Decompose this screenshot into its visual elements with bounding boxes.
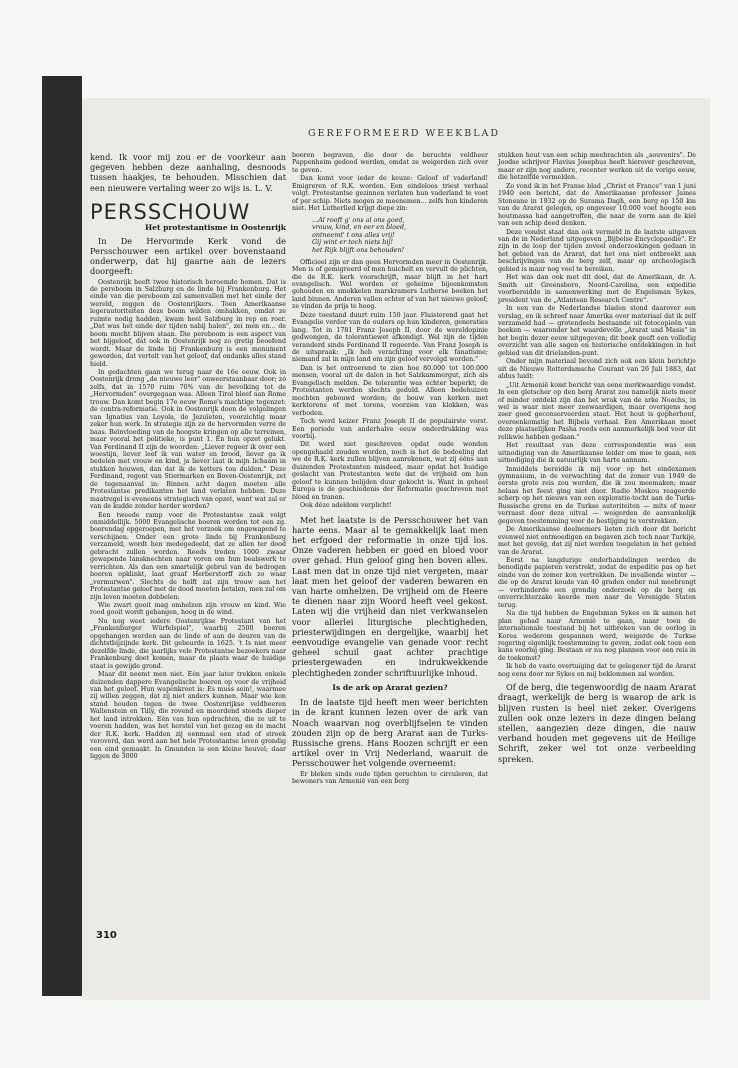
book-binding-edge: [42, 76, 82, 996]
article-subhead: Het protestantisme in Oostenrijk: [144, 223, 286, 233]
intro-paragraph: [90, 152, 286, 193]
luther-hymn-quote: [312, 217, 488, 255]
commentary-text: Met het laatste is de Persschouwer het van harte eens. Maar al te gemakkelijk laat men het erfgoed der reformatie in onze tijd los. Onze vaderen hebben er goed en bloed voor over gehad. Hun geloof ging hen boven alles. Laat men dat in onze tijd niet vergeten, maar laat men het geloof der vaderen bewaren en van harte omhelzen. De vrijheid om de Heere te dienen naar zijn Woord heeft veel gekost. Laten wij die vrijheid dan niet verkwanselen voor allerlei liturgische plechtigheden, priesterwijdingen en dergelijke, waarbij het eenvoudige evangelie van genade voor recht geheel schuil gaat achter prachtige priestergewaden en indrukwekkende plechtigheden zonder schriftuurlijke inhoud.: [292, 514, 488, 678]
body-paragraph: Toch werd keizer Franz Joseph II de populairste vorst. Een periode van anderhalve eeuw onderdrukking was voorbij.: [292, 418, 488, 441]
body-paragraph: Wie zwart gooit mag omhelzen zijn vrouw en kind. Wie rood gooit wordt gehangen, hoog in de wind.: [90, 602, 286, 617]
body-paragraph: Deze toestand duurt ruim 150 jaar. Fluisterend gaat het Evangelie verder van de ouders op hun kinderen, generaties lang. Tot in 1781 Franz Joseph II, door de wereldopinie gedwongen, de tolerantiewet afkondigt. Wel zijn de tijden veranderd sinds Ferdinand II regeerde. Van Franz Joseph is de uitspraak: „Ik heb verachting voor elk fanatisme; niemand zal in mijn land om zijn geloof vervolgd worden.": [292, 311, 488, 364]
body-paragraph: boeren begraven, die door de beruchte veldheer Pappenheim gedood werden, omdat ze weigerden zich over te geven.: [292, 152, 488, 174]
poem-line: het Rijk blijft ons behouden!: [312, 246, 405, 254]
body-paragraph: In gedachten gaan we terug naar de 16e eeuw. Ook in Oostenrijk drong „de nieuwe leer" onweerstaanbaar door; zó zelfs, dat in 1570 ruim 70% van de bevolking tot de „Hervormden" overgegaan was. Alleen Tirol bleef aan Rome trouw. Dan komt begin 17e eeuw Rome's machtige tegenzet: de contra-reformatie. Ook in Oostenrijk doen de volgelingen van Ignatius van Loyola, de Jezuïeten, voorzichtig maar zeker hun werk. In strategie zijn ze de hervormden verre de baas. Beïnvloeding van de hoogste kringen op alle terreinen, maar vooral het politieke, is punt 1. En hun opzet gelukt. Van Ferdinand II zijn de woorden: „Liever regeer ik over een woestijn, liever leef ik van water en brood, liever ga ik bedelen met vrouw en kind, ja liever laat ik mijn lichaam in stukken houwen, dan dat ik de ketters tou dulden." Deze Ferdinand, regent van Stiermarken en Boven-Oostenrijk, zet de tegenaanval in: Binnen acht dagen moeten alle Protestantse predikanten het land verlaten hebben. Deze maatregel is eveneens strategisch van opzet, want wat zal er van de kudde zonder herder worden?: [90, 368, 286, 511]
section-masthead: PERSSCHOUW: [90, 199, 251, 224]
poem-line: ...Al rooft g' ons al ons goed,: [312, 215, 405, 224]
body-paragraph: Zo vond ik in het Franse blad „Christ et France" van 1 juni 1940 een bericht, dat de Amerikaanse professor James Stoneane in 1932 op de Surama Dagh, een berg op 150 km van de Ararat gelegen, op ongeveer 10.000 voet hoogte een houtmassa had aangetroffen, die naar de vorm aan de kiel van een schip deed denken.: [498, 182, 696, 228]
intro-text: kend. Ik voor mij zou er de voorkeur aan gegeven hebben deze aanhaling, desnoods tussen haakjes, te behouden. Misschien dat een nieuwere vertaling weer zo wijs is. L. V.: [90, 152, 286, 193]
body-paragraph: stukken hout van een schip meebrachten als „souvenirs". De Joodse schrijver Flavius Josephus heeft hierover geschreven, maar er zijn nog andere, recenter werken uit de vorige eeuw, die hetzelfde vermelden.: [498, 152, 696, 182]
body-paragraph: Onder mijn materiaal bevond zich ook een klein berichtje uit de Nieuwe Rotterdamsche Courant van 26 Juli 1883, dat aldus luidt:: [498, 358, 696, 381]
magazine-page: [82, 98, 710, 1000]
body-paragraph: Maar dit neemt men niet. Eén jaar later trekken enkele duizenden dappere Evangelische boeren op voor de vrijheid van het geloof. Hun wapenkreet is: Es muss sein!, waarmee zij willen zeggen, dat zij niet anders kunnen. Maar wie kon stand houden tegen de twee Oostenrijkse veldheeren Wallenstein en Tilly, die rovend en moordend steeds dieper het land introkken. Eén van hun opdrachten, die ze uit te voeren hadden, was het herstel van het gezag en de macht der R.K. kerk. Hadden zij eenmaal een stad of streek veroverd, dan werd aan het hele Protestantse leven grondig een eind gemaakt. In Gmunden is een kleine heuvel; daar liggen de 3000: [90, 671, 286, 761]
lead-text: In De Hervormde Kerk vond de Persschouwer een artikel over bovenstaand onderwerp, dat hij gaarne aan de lezers doorgeeft:: [90, 235, 286, 277]
body-paragraph: Ik heb de vaste overtuiging dat te gelegener tijd de Ararat nog eens door mr Sykes en mij beklommen zal worden.: [498, 663, 696, 678]
body-paragraph: „Uit Armenië komt bericht van eene merkwaardige vondst. In een gletscher op den berg Ararat zou namelijk niets meer of minder ontdekt zijn dan het wrak van de arke Noachs, in wel is waar niet meer zeewaardigen, maar overigens nog zeer goed geconserveerden staat. Het hout is gopherhout, overeenkomstig het Bijbels verhaal. Een Amerikaan moet deze plaatselijken Pasha reeds een aanmerkelijk bod voor dit relikwie hebben gedaan.": [498, 381, 696, 441]
article-lead: [90, 236, 286, 277]
body-paragraph: Het was dan ook met dit doel, dat de Amerikaan, dr. A. Smith uit Greensboro, Noord-Carolina, een expeditie voorbereidde in samenwerking met de Engelsman Sykes, president van de „Atlantean Research Centre".: [498, 274, 696, 304]
poem-line: Gij wint er toch niets bij!: [312, 238, 393, 247]
body-paragraph: Inmiddels bereidde ik mij voor op het eindexamen gymnasium, in de verwachting dat de zomer van 1949 de eerste grote reis zou worden, die ik zou meemaken; maar helaas het feest ging niet door. Radio Moskou reageerde scherp op het nieuws van een exploratie-tocht aan de Turks-Russische grens en de Turkse autoriteiten — mits of meer verraast door deze uitval — weigerden de aanvankelijk gegeven toestemming voor de bestijging te verstrekken.: [498, 465, 696, 525]
column-3: [498, 152, 696, 766]
body-paragraph: Officieel zijn er dan geen Hervormden meer in Oostenrijk. Men is of gemigreerd of men huichelt en vervult de plichten, die de R.K. kerk voorschrijft, maar blijft in het hart evangelisch. Wel worden er geheime bijeenkomsten gehouden en smokkelen marskramers Lutherse boeken het land binnen. Anderen vallen echter af van het nieuwe geloof; ze vinden de prijs te hoog.: [292, 258, 488, 311]
article-subhead: Is de ark op Ararat gezien?: [332, 682, 448, 692]
body-paragraph: Eerst na langdurige onderhandelingen werden de benodigde papieren verstrekt, zodat de expeditie pas op het einde van de zomer kon vertrekken. De invallende winter — die op de Ararat koude van 40 graden onder nul meebrengt — verhinderde een grondig onderzoek op de berg en onverrichterzake keerde men naar de Verenigde Staten terug.: [498, 557, 696, 609]
body-paragraph: De Amerikaanse deelnemers lieten zich door dit bericht evenwel niet ontmoedigen en begaven zich toch naar Turkije, met het gevolg, dat zij niet werden toegelaten in het gebied van de Ararat.: [498, 526, 696, 556]
column-2: [292, 152, 488, 787]
body-paragraph: In een van de Nederlandse bladen stond daarover een verslag, en ik schreef naar Amerika over materiaal dat ik zelf verzameld had — grotendeels bestaande uit fotocopieën van boeken — waaronder het waardevolle „Ararat und Masis" in het begin dezer eeuw uitgegeven; dit boek geeft een volledig overzicht van alle sagen en historische ontdekkingen in het gebied van dit drielanden-punt.: [498, 305, 696, 357]
body-paragraph: Er bleken sinds oude tijden geruchten te circuleren, dat bewoners van Armenië van een berg: [292, 770, 488, 786]
body-paragraph: Dan komt voor ieder de keuze: Geloof of vaderland! Emigreren of R.K. worden. Een eindeloos triest verhaal volgt. Protestantse gezinnen verlaten hun vaderland te voet of per schip. Niets mogen ze meenemen... zelfs hun kinderen niet. Het Lutherlied krijgt diepe zin:: [292, 175, 488, 213]
body-paragraph: Dit werd niet geschreven opdat oude wonden opengehaald zouden worden, noch is het de bedoeling dat we de R.K. kerk zullen blijven aanrekenen, wat zij éêns aan duizenden Protestanten misdeed, maar opdat het huidige geslacht van Protestanten wete dat de vrijheid om hun geloof te kunnen belijden duur gekocht is. Want in geheel Europa is de geschiedenis der Reformatie geschreven met bloed en tranen.: [292, 441, 488, 501]
body-paragraph: Deze vondst staat dan ook vermeld in de laatste uitgaven van de in Nederland uitgegeven „Bijbelse Encyclopaedie". Er zijn in de loop der tijden zoveel onderzoekingen gedaan in het gebied van de Ararat, dat het ons niet ontbreekt aan beschrijvingen van de berg zelf, maar op archeologisch gebied is maar nog veel te bereiken.: [498, 228, 696, 273]
commentary-block: [292, 515, 488, 678]
commentary-text: Of de berg, die tegenwoordig de naam Ararat draagt, werkelijk de berg is waarop de ark is blijven rusten is heel niet zeker. Overigens zullen ook onze lezers in deze dingen belang stellen, aangezien deze dingen, die nauw verband houden met gegevens uit de Heilige Schrift, zeker wel tot onze verbeelding spreken.: [498, 682, 696, 764]
body-paragraph: Nu nog weet iedere Oostenrijkse Protestant van het „Frankenburger Würfelspiel", waarbij 2500 boeren opgehangen werden aan de linde of aan de deuren van de dichtstbijzijnde kerk. Dit gebeurde in 1625. 't Is niet meer dezelfde linde, die jaarlijks vele Protestantse bezoekers naar Frankenburg doet komen, maar de plaats waar de huidige staat is gewijde grond.: [90, 617, 286, 670]
page-number: 310: [96, 930, 117, 941]
body-paragraph: Dan is het ontroerend te zien hoe 80.000 tot 100.000 mensen, vooral uit de dalen in het Salzkammergut, zich als Evangelisch melden. De tolerantie was echter beperkt; de Protestanten werden slechts geduld. Alleen bedehuizen mochten gebouwd worden; de bouw van kerken met kerktorens of met torens, voorzien van klokken, was verboden.: [292, 364, 488, 417]
body-paragraph: Na die tijd hebben de Engelsman Sykes en ik samen het plan gehad naar Armenië te gaan, maar toen de internationale toestand bij het uitbreken van de oorlog in Korea wederom gespannen werd, weigerde de Turkse regering eigenlijk toestemming te geven, zodat ook toen een kans voorbij ging. Bestaan er nu nog plannen voor een reis in de toekomst?: [498, 610, 696, 662]
body-paragraph: Een tweede ramp voor de Protestantse zaak volgt onmiddellijk. 5000 Evangelische boeren worden tot een zg. boerendag opgeroepen, met het verzoek om ongewapend te verschijnen. Onder een grote linde bij Frankenburg verzameld, wordt hen medegedeeld, dat ze allen ter dood gebracht zullen worden. Reeds treden 1000 zwaar gewapende lansknechten naar voren om hun bealswerk te verrichten. Als dan een smartelijk gebrul van de bedrogen boeren opklinkt, laat graaf Herberstorff zich zo waar „vermurwen". Slechts de helft zal zijn trouw aan het Protestantse geloof met de dood moeten betalen, men zal om zijn leven moeten dobbelen:: [90, 511, 286, 601]
commentary-block: [498, 682, 696, 764]
lead-text: In de laatste tijd heeft men weer berichten in de krant kunnen lezen over de ark van Noach waarvan nog overblijfselen te vinden zouden zijn op de berg Ararat aan de Turks-Russische grens. Hans Roozen schrijft er een artikel over in Vrij Nederland, waaruit de Persschouwer het volgende overneemt:: [292, 697, 488, 769]
poem-line: vrouw, kind, en eer en bloed,: [312, 223, 406, 232]
body-paragraph: Oostenrijk heeft twee historisch beroemde bomen. Dat is de pereboom in Salzburg en de linde bij Frankenburg. Het einde van die pereboom zal samenvallen met het einde der wereld, zeggen de Oostenrijkers. Toen Amerikaanse legerautoriteiten deze boom wilden omhakken, omdat ze ruimte nodig hadden, kwam heel Salzburg in rep en roer. „Dat was het einde der tijden nabij halen", zei men en... de boom mocht blijven staan. Die pereboom is een aspect van het bijgeloof, dat ook in Oostenrijk nog zo gretig beoefend wordt. Maar de linde bij Frankenburg is een monument geworden, dat vertelt van het geloof, dat ondanks alles stand hield.: [90, 278, 286, 368]
body-paragraph: Ook déze adeldom verplicht!: [300, 502, 392, 510]
body-paragraph: Het resultaat van deze correspondentie was een uitnodiging van de Amerikaanse leider om mee te gaan, een uitnodiging die ik natuurlijk van harte aannam.: [498, 442, 696, 465]
poem-line: ontneemt' t ons alles vrij!: [312, 230, 395, 239]
column-1: [90, 152, 286, 762]
article-lead: [292, 697, 488, 768]
running-head: GEREFORMEERD WEEKBLAD: [308, 128, 501, 139]
